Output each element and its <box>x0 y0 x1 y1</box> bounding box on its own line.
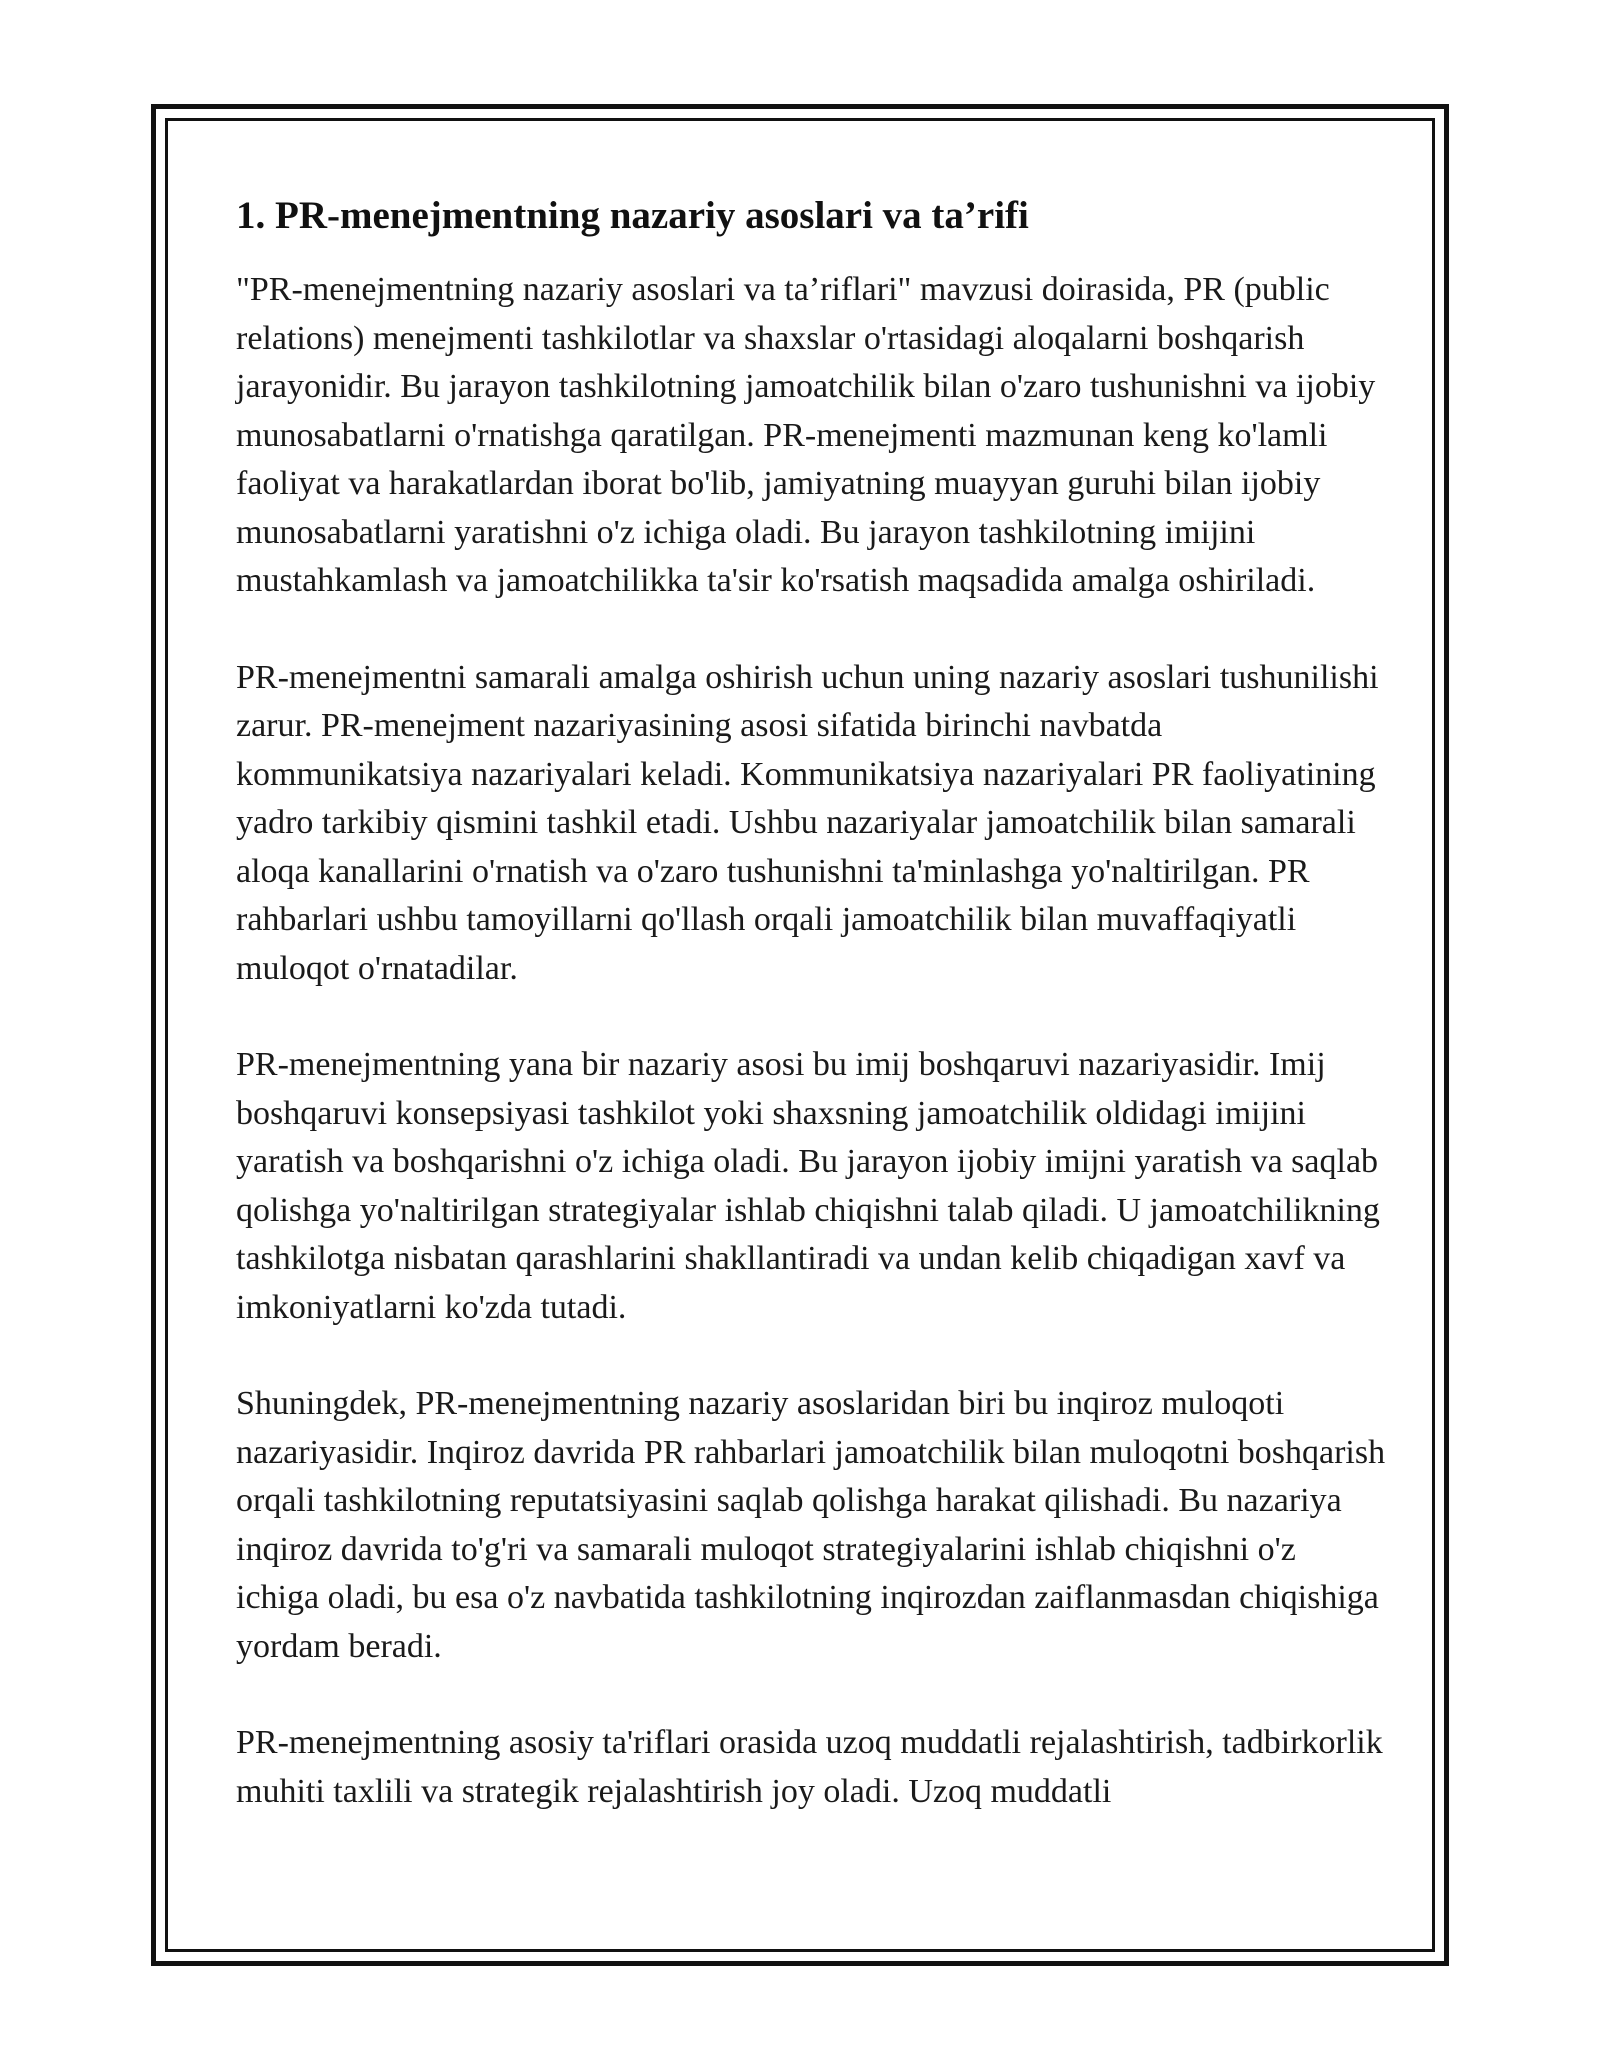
section-heading: 1. PR-menejmentning nazariy asoslari va ta’rifi <box>236 194 1029 237</box>
paragraph-3: PR-menejmentning yana bir nazariy asosi bu imij boshqaruvi nazariyasidir. Imij boshqaruvi konsepsiyasi tashkilot yoki shaxsning jamoatchilik oldidagi imijini yaratish va boshqarishni o'z ichiga oladi. Bu jarayon ijobiy imijni yaratish va saqlab qolishga yo'naltirilgan strategiyalar ishlab chiqishni talab qiladi. U jamoatchilikning tashkilotga nisbatan qarashlarini shakllantiradi va undan kelib chiqadigan xavf va imkoniyatlarni ko'zda tutadi. <box>236 1046 1380 1326</box>
paragraph-5: PR-menejmentning asosiy ta'riflari orasida uzoq muddatli rejalashtirish, tadbirkorlik muhiti taxlili va strategik rejalashtirish joy oladi. Uzoq muddatli <box>236 1724 1383 1810</box>
paragraph-4: Shuningdek, PR-menejmentning nazariy asoslaridan biri bu inqiroz muloqoti nazariyasidir. Inqiroz davrida PR rahbarlari jamoatchilik bilan muloqotni boshqarish orqali tashkilotning reputatsiyasini saqlab qolishga harakat qilishadi. Bu nazariya inqiroz davrida to'g'ri va samarali muloqot strategiyalarini ishlab chiqishni o'z ichiga oladi, bu esa o'z navbatida tashkilotning inqirozdan zaiflanmasdan chiqishiga yordam beradi. <box>236 1385 1386 1665</box>
paragraph-1: "PR-menejmentning nazariy asoslari va ta’riflari" mavzusi doirasida, PR (public relations) menejmenti tashkilotlar va shaxslar o'rtasidagi aloqalarni boshqarish jarayonidir. Bu jarayon tashkilotning jamoatchilik bilan o'zaro tushunishni va ijobiy munosabatlarni o'rnatishga qaratilgan. PR-menejmenti mazmunan keng ko'lamli faoliyat va harakatlardan iborat bo'lib, jamiyatning muayyan guruhi bilan ijobiy munosabatlarni yaratishni o'z ichiga oladi. Bu jarayon tashkilotning imijini mustahkamlash va jamoatchilikka ta'sir ko'rsatish maqsadida amalga oshiriladi. <box>236 271 1376 599</box>
document-content <box>236 188 1386 1816</box>
paragraph-2: PR-menejmentni samarali amalga oshirish uchun uning nazariy asoslari tushunilishi zarur. PR-menejment nazariyasining asosi sifatida birinchi navbatda kommunikatsiya nazariyalari keladi. Kommunikatsiya nazariyalari PR faoliyatining yadro tarkibiy qismini tashkil etadi. Ushbu nazariyalar jamoatchilik bilan samarali aloqa kanallarini o'rnatish va o'zaro tushunishni ta'minlashga yo'naltirilgan. PR rahbarlari ushbu tamoyillarni qo'llash orqali jamoatchilik bilan muvaffaqiyatli muloqot o'rnatadilar. <box>236 658 1379 987</box>
